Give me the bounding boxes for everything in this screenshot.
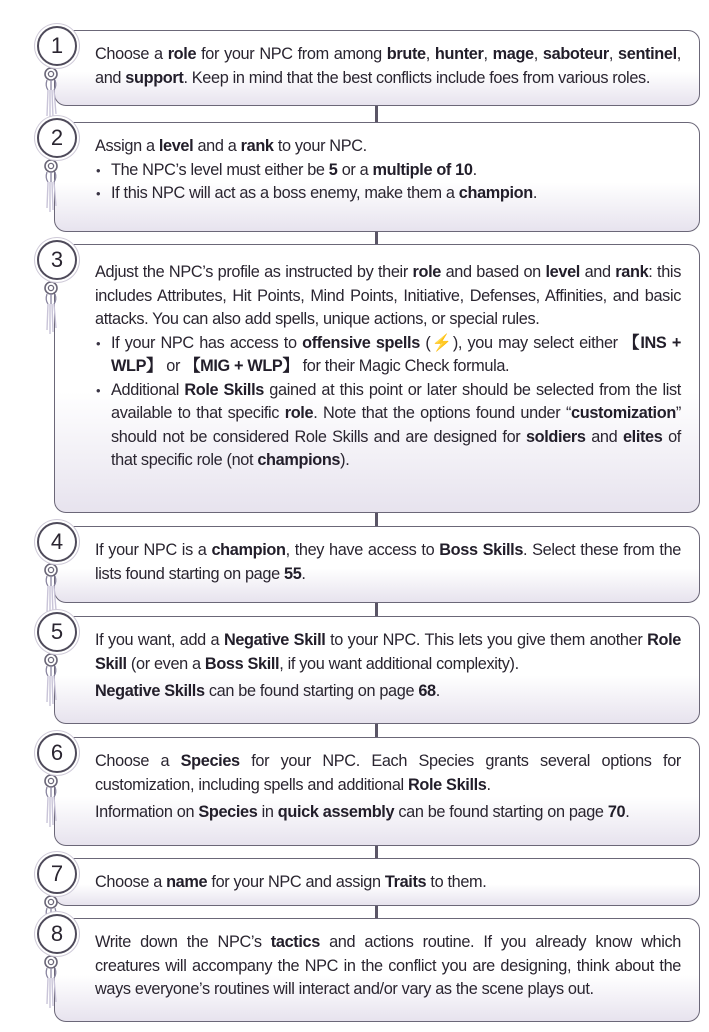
bold-term: 【MIG + WLP】 — [184, 357, 299, 375]
text-run: can be found starting on page — [394, 803, 608, 821]
bold-term: role — [167, 45, 197, 63]
bold-term: Negative Skill — [223, 631, 326, 649]
text-run: Adjust the NPC’s profile as instructed by their — [95, 263, 413, 281]
step-2-text — [95, 135, 681, 159]
step-3-badge — [34, 240, 86, 340]
text-run: or — [162, 357, 185, 375]
step-6-extra — [95, 801, 681, 825]
bold-term: Species — [198, 803, 258, 821]
bold-term: Boss Skills — [439, 541, 524, 559]
text-run: and a — [193, 137, 241, 155]
text-run: If your NPC is a — [95, 541, 212, 559]
bold-term: 5 — [328, 160, 338, 179]
text-run: and based on — [440, 263, 546, 281]
bold-term: champion — [211, 541, 286, 559]
text-run: and — [585, 427, 623, 446]
step-number: 6 — [37, 733, 77, 773]
text-run: , — [483, 45, 493, 63]
bold-term: rank — [615, 263, 649, 281]
step-5-box — [54, 616, 700, 724]
bold-term: Role Skill — [95, 631, 681, 673]
bold-term: Role Skills — [408, 775, 487, 794]
lightning-bolt-icon: ⚡ — [430, 333, 453, 352]
step-number: 5 — [37, 612, 77, 652]
bold-term: level — [158, 137, 194, 155]
text-run: Choose a — [95, 873, 167, 891]
text-run: . Select these from the lists found starting on page — [95, 541, 682, 583]
step-2-bullet — [95, 182, 681, 206]
bold-term: Negative Skills — [95, 682, 205, 700]
text-run: . — [472, 160, 477, 179]
text-run: , they have access to — [285, 541, 440, 559]
bold-term: role — [412, 263, 441, 281]
tassel-ornament-icon — [42, 948, 64, 1015]
bold-term: hunter — [434, 45, 484, 63]
step-3-bullet — [95, 332, 681, 379]
bold-term: tactics — [270, 933, 320, 951]
bold-term: brute — [386, 45, 426, 63]
text-run: If your NPC has access to — [111, 333, 303, 352]
text-run: or a — [337, 160, 373, 179]
text-run: gained at this point or later should be selected from the list available to that specific — [111, 380, 681, 422]
step-8-box — [54, 918, 700, 1022]
text-run: for your NPC from among — [196, 45, 387, 63]
text-run: , — [533, 45, 543, 63]
text-run: . — [625, 803, 630, 821]
bold-term: champion — [458, 184, 533, 202]
bold-term: 【INS + WLP】 — [111, 333, 681, 375]
text-run: If this NPC will act as a boss enemy, make them a — [111, 184, 459, 202]
text-run: ), you may select either — [452, 333, 624, 352]
bold-term: elites — [622, 427, 663, 446]
text-run: . — [532, 184, 538, 202]
step-2-badge — [34, 118, 86, 218]
connector-line — [375, 905, 378, 919]
bold-term: 68 — [418, 682, 436, 700]
text-run: and actions routine. If you already know which creatures will accompany the NPC in the conflict you are designing, think about the ways everyone’s routines will interact and/or vary as the scene plays out. — [95, 933, 681, 998]
step-3-text — [95, 261, 681, 332]
text-run: If you want, add a — [95, 631, 224, 649]
step-number: 4 — [37, 522, 77, 562]
step-8-text — [95, 931, 681, 1002]
step-number: 8 — [37, 914, 77, 954]
tassel-ornament-icon — [42, 767, 64, 834]
tassel-ornament-icon — [42, 152, 64, 219]
bold-term: 55 — [283, 564, 302, 583]
text-run: Choose a — [95, 45, 168, 63]
bold-term: role — [284, 404, 314, 422]
text-run: for your NPC. Each Species grants several options for customization, including spells and additional — [95, 752, 681, 794]
bold-term: soldiers — [525, 427, 586, 446]
connector-line — [375, 845, 378, 859]
bold-term: customization — [571, 404, 676, 422]
text-run: Information on — [95, 803, 199, 821]
step-4-text — [95, 539, 681, 586]
text-run: Additional — [111, 380, 185, 399]
connector-line — [375, 602, 378, 617]
bold-term: mage — [492, 45, 534, 63]
text-run: Assign a — [95, 137, 159, 155]
bold-term: Species — [180, 752, 240, 770]
step-8-badge — [34, 914, 86, 1014]
bold-term: sentinel — [618, 45, 677, 63]
bold-term: name — [166, 873, 208, 891]
text-run: to your NPC. This lets you give them another — [325, 631, 648, 649]
bold-term: rank — [240, 137, 274, 155]
text-run: for your NPC and assign — [207, 873, 385, 891]
step-1-box — [54, 30, 700, 106]
text-run: . Note that the options found under “ — [313, 404, 572, 422]
step-3-bullet — [95, 379, 681, 473]
text-run: ( — [419, 333, 431, 352]
bold-term: Boss Skill — [204, 654, 280, 673]
bold-term: 70 — [607, 803, 626, 821]
bold-term: support — [125, 68, 184, 87]
text-run: Write down the NPC’s — [95, 933, 271, 951]
text-run: , — [608, 45, 619, 63]
bold-term: level — [545, 263, 580, 281]
step-5-extra — [95, 680, 681, 704]
step-5-badge — [34, 612, 86, 712]
tassel-ornament-icon — [42, 60, 64, 127]
text-run: , if you want additional complexity). — [279, 654, 519, 673]
tassel-ornament-icon — [42, 646, 64, 713]
text-run: . — [486, 775, 491, 794]
step-5-text — [95, 629, 681, 676]
text-run: Choose a — [95, 752, 181, 770]
step-number: 1 — [37, 26, 77, 66]
text-run: can be found starting on page — [204, 682, 419, 700]
bold-term: champions — [257, 451, 341, 469]
text-run: for their Magic Check formula. — [298, 357, 510, 375]
text-run: ). — [340, 451, 350, 469]
step-6-badge — [34, 733, 86, 833]
connector-line — [375, 105, 378, 123]
text-run: , — [425, 45, 435, 63]
step-7-box — [54, 858, 700, 906]
bold-term: saboteur — [542, 45, 609, 63]
step-number: 7 — [37, 854, 77, 894]
bold-term: multiple of 10 — [372, 160, 473, 179]
text-run: in — [257, 803, 278, 821]
connector-line — [375, 723, 378, 738]
text-run: . — [435, 682, 440, 700]
step-2-bullet — [95, 159, 681, 183]
text-run: of that specific role (not — [111, 427, 681, 469]
text-run: : this includes Attributes, Hit Points, Mind Points, Initiative, Defenses, Affinities, and basic attacks. You can also add spells, unique actions, or special rules. — [95, 263, 681, 328]
text-run: . — [301, 564, 306, 583]
step-1-badge — [34, 26, 86, 126]
step-6-box — [54, 737, 700, 846]
text-run: (or even a — [126, 654, 205, 673]
connector-line — [375, 512, 378, 527]
text-run: to your NPC. — [273, 137, 367, 155]
step-6-text — [95, 750, 681, 797]
step-7-text — [95, 871, 681, 895]
text-run: ” should not be considered Role Skills and are designed for — [111, 404, 681, 446]
step-number: 2 — [37, 118, 77, 158]
text-run: , and — [95, 45, 681, 87]
text-run: The NPC’s level must either be — [111, 160, 329, 179]
step-2-box — [54, 122, 700, 232]
bold-term: quick assembly — [277, 803, 395, 821]
step-number: 3 — [37, 240, 77, 280]
text-run: and — [579, 263, 616, 281]
connector-line — [375, 231, 378, 245]
step-4-badge — [34, 522, 86, 622]
bold-term: Role Skills — [184, 380, 264, 399]
tassel-ornament-icon — [42, 274, 64, 341]
step-4-box — [54, 526, 700, 603]
text-run: to them. — [426, 873, 487, 891]
bold-term: Traits — [384, 873, 427, 891]
step-1-text — [95, 43, 681, 90]
step-3-box — [54, 244, 700, 513]
bold-term: offensive spells — [302, 333, 420, 352]
text-run: . Keep in mind that the best conflicts include foes from various roles. — [183, 68, 650, 87]
